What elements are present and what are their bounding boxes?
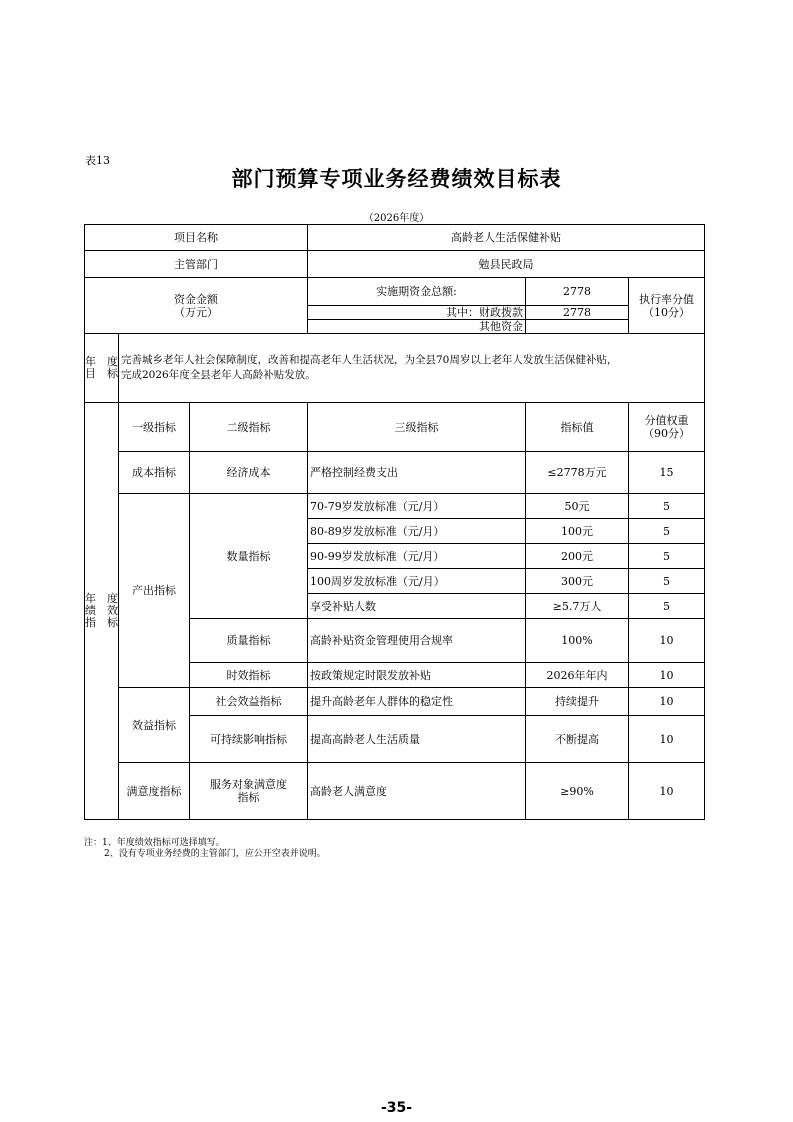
quantity-weight: 5 xyxy=(629,494,705,519)
quantity-value: 50元 xyxy=(526,494,629,519)
table-row xyxy=(85,452,705,494)
satisfaction-level2-line2: 指标 xyxy=(237,791,260,804)
cost-value: ≤2778万元 xyxy=(526,452,629,494)
col-header-weight xyxy=(629,403,705,452)
department-label: 主管部门 xyxy=(85,251,308,278)
cost-level1: 成本指标 xyxy=(119,452,190,494)
cost-level3: 严格控制经费支出 xyxy=(308,452,526,494)
page-title: 部门预算专项业务经费绩效目标表 xyxy=(231,166,562,191)
annual-goal-text xyxy=(119,334,705,403)
indicators-side-line3: 指 标 xyxy=(85,616,118,629)
col-header-weight-line2: （90分） xyxy=(643,427,691,440)
project-name-row xyxy=(85,225,705,251)
quantity-level3: 70-79岁发放标准（元/月） xyxy=(308,494,526,519)
social-weight: 10 xyxy=(629,688,705,716)
funds-total-row xyxy=(85,278,705,306)
social-value: 持续提升 xyxy=(526,688,629,716)
funds-fiscal-label: 其中：财政拨款 xyxy=(308,306,526,320)
quantity-level2: 数量指标 xyxy=(190,494,308,619)
satisfaction-level1: 满意度指标 xyxy=(119,763,190,820)
department-value: 勉县民政局 xyxy=(308,251,705,278)
annual-goal-side-label xyxy=(85,334,119,403)
funds-other-value xyxy=(526,320,629,334)
fiscal-year-label: （2026年度） xyxy=(363,213,430,224)
col-header-level2: 二级指标 xyxy=(190,403,308,452)
quantity-level3: 80-89岁发放标准（元/月） xyxy=(308,519,526,544)
quantity-value: 300元 xyxy=(526,569,629,594)
funds-label-line2: （万元） xyxy=(174,305,218,319)
sustain-value: 不断提高 xyxy=(526,716,629,763)
footnote-1: 注：1、年度绩效指标可选择填写。 xyxy=(84,838,225,848)
annual-goal-side-line1: 年 度 xyxy=(85,355,118,368)
quantity-level3: 100周岁发放标准（元/月） xyxy=(308,569,526,594)
output-level1: 产出指标 xyxy=(119,494,190,688)
col-header-level1: 一级指标 xyxy=(119,403,190,452)
annual-goal-line2: 完成2026年度全县老年人高龄补贴发放。 xyxy=(121,369,316,381)
table-row xyxy=(85,763,705,820)
satisfaction-weight: 10 xyxy=(629,763,705,820)
cost-weight: 15 xyxy=(629,452,705,494)
benefit-level1: 效益指标 xyxy=(119,688,190,763)
col-header-level3: 三级指标 xyxy=(308,403,526,452)
satisfaction-level2 xyxy=(190,763,308,820)
execution-rate-line1: 执行率分值 xyxy=(639,292,695,306)
satisfaction-level3: 高龄老人满意度 xyxy=(308,763,526,820)
funds-label-line1: 资金金额 xyxy=(174,292,218,306)
quantity-value: ≥5.7万人 xyxy=(526,594,629,619)
timeliness-value: 2026年年内 xyxy=(526,663,629,688)
indicator-header-row xyxy=(85,403,705,452)
timeliness-weight: 10 xyxy=(629,663,705,688)
sustain-weight: 10 xyxy=(629,716,705,763)
table-row xyxy=(85,688,705,716)
sustain-level3: 提高高龄老人生活质量 xyxy=(308,716,526,763)
cost-level2: 经济成本 xyxy=(190,452,308,494)
quality-weight: 10 xyxy=(629,619,705,663)
indicators-side-line1: 年 度 xyxy=(85,592,118,605)
social-level3: 提升高龄老年人群体的稳定性 xyxy=(308,688,526,716)
table-row xyxy=(85,494,705,519)
funds-label xyxy=(85,278,308,334)
sustain-level2: 可持续影响指标 xyxy=(190,716,308,763)
quantity-weight: 5 xyxy=(629,569,705,594)
funds-total-label: 实施期资金总额: xyxy=(308,278,526,306)
quantity-weight: 5 xyxy=(629,544,705,569)
quantity-value: 100元 xyxy=(526,519,629,544)
project-name-value: 高龄老人生活保健补贴 xyxy=(308,225,705,251)
timeliness-level3: 按政策规定时限发放补贴 xyxy=(308,663,526,688)
performance-table xyxy=(84,224,705,820)
annual-goal-side-line2: 目 标 xyxy=(85,367,118,380)
quantity-weight: 5 xyxy=(629,594,705,619)
funds-total-value: 2778 xyxy=(526,278,629,306)
project-name-label: 项目名称 xyxy=(85,225,308,251)
indicators-side-line2: 绩 效 xyxy=(85,604,118,617)
funds-other-label: 其他资金 xyxy=(308,320,526,334)
annual-goal-row xyxy=(85,334,705,403)
col-header-weight-line1: 分值权重 xyxy=(644,414,689,427)
funds-fiscal-value: 2778 xyxy=(526,306,629,320)
execution-rate-label xyxy=(629,278,705,334)
indicators-side-label xyxy=(85,403,119,820)
quantity-level3: 90-99岁发放标准（元/月） xyxy=(308,544,526,569)
quantity-level3: 享受补贴人数 xyxy=(308,594,526,619)
quality-level3: 高龄补贴资金管理使用合规率 xyxy=(308,619,526,663)
page-number: -35- xyxy=(380,1100,413,1116)
satisfaction-level2-line1: 服务对象满意度 xyxy=(210,778,287,791)
quality-value: 100% xyxy=(526,619,629,663)
social-level2: 社会效益指标 xyxy=(190,688,308,716)
footnote-2: 2、没有专项业务经费的主管部门，应公开空表并说明。 xyxy=(104,849,326,859)
quantity-weight: 5 xyxy=(629,519,705,544)
satisfaction-value: ≥90% xyxy=(526,763,629,820)
table-number: 表13 xyxy=(85,154,110,167)
quantity-value: 200元 xyxy=(526,544,629,569)
footnotes xyxy=(84,838,326,860)
timeliness-level2: 时效指标 xyxy=(190,663,308,688)
quality-level2: 质量指标 xyxy=(190,619,308,663)
annual-goal-line1: 完善城乡老年人社会保障制度，改善和提高老年人生活状况，为全县70周岁以上老年人发放生活保健补贴， xyxy=(121,354,618,366)
col-header-value: 指标值 xyxy=(526,403,629,452)
execution-rate-line2: （10分） xyxy=(643,305,691,319)
department-row xyxy=(85,251,705,278)
